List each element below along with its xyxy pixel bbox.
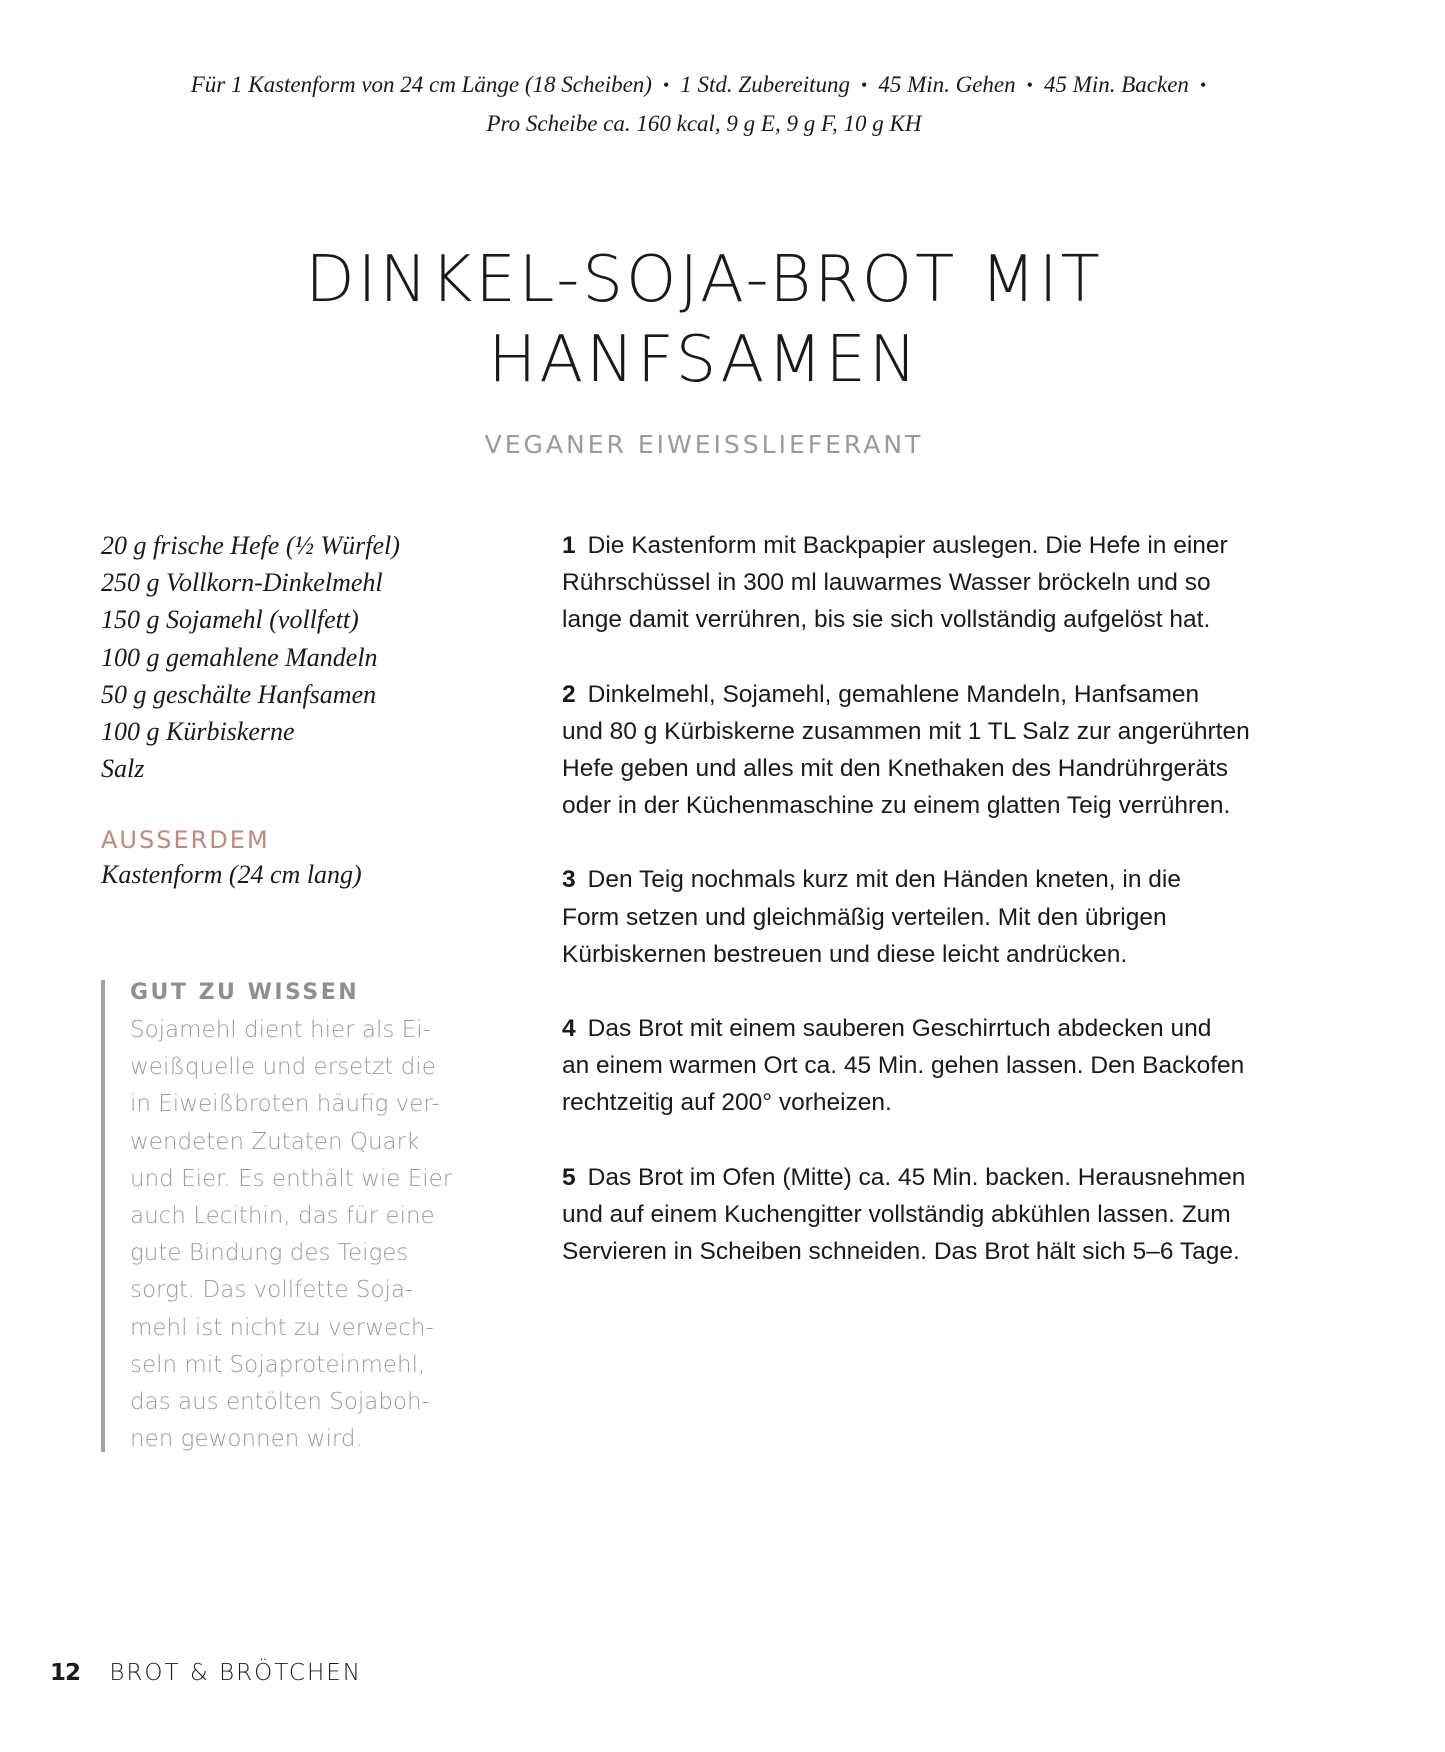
ingredient-item: 250 g Vollkorn-Dinkelmehl <box>101 568 383 598</box>
recipe-title-line-1: DINKEL-SOJA-BROT MIT <box>305 243 1103 317</box>
bullet-separator: • <box>1026 75 1033 95</box>
tip-line: seln mit Sojaproteinmehl, <box>130 1351 426 1378</box>
step-5 <box>562 1159 1322 1271</box>
recipe-meta <box>0 66 1408 142</box>
yield-info: Für 1 Kastenform von 24 cm Länge (18 Scheiben) <box>190 72 652 97</box>
step-line: Servieren in Scheiben schneiden. Das Brot hält sich 5–6 Tage. <box>562 1238 1240 1266</box>
tip-line: nen gewonnen wird. <box>130 1426 363 1453</box>
extras-item: Kastenform (24 cm lang) <box>101 860 362 889</box>
tip-line: auch Lecithin, das für eine <box>130 1203 435 1230</box>
bake-time: 45 Min. Backen <box>1043 72 1189 97</box>
ingredient-item: 100 g gemahlene Mandeln <box>101 642 378 672</box>
tip-line: in Eiweißbroten häufig ver- <box>130 1091 440 1118</box>
tip-box <box>101 980 465 1452</box>
step-line: lange damit verrühren, bis sie sich vollständig aufgelöst hat. <box>562 606 1211 634</box>
recipe-subtitle: VEGANER EIWEISSLIEFERANT <box>484 430 924 459</box>
tip-line: das aus entölten Sojaboh- <box>130 1389 430 1416</box>
bullet-separator: • <box>861 75 868 95</box>
recipe-title <box>0 240 1408 400</box>
bullet-separator: • <box>662 75 670 95</box>
step-line: an einem warmen Ort ca. 45 Min. gehen lassen. Den Backofen <box>562 1052 1245 1080</box>
ingredient-list <box>101 527 501 787</box>
extras-heading: AUSSERDEM <box>101 826 270 854</box>
step-number: 4 <box>562 1015 576 1043</box>
chapter-title: BROT & BRÖTCHEN <box>109 1660 363 1686</box>
tip-body <box>130 1012 470 1458</box>
nutrition-info: Pro Scheibe ca. 160 kcal, 9 g E, 9 g F, 10 g KH <box>486 111 922 136</box>
step-line: und auf einem Kuchengitter vollständig abkühlen lassen. Zum <box>562 1200 1231 1228</box>
step-line: Das Brot mit einem sauberen Geschirrtuch abdecken und <box>587 1015 1212 1043</box>
step-1 <box>562 527 1322 639</box>
instruction-steps <box>562 527 1322 1307</box>
rise-time: 45 Min. Gehen <box>878 72 1016 97</box>
step-number: 1 <box>562 532 576 559</box>
recipe-meta-line-1 <box>0 66 1408 105</box>
ingredient-item: 50 g geschälte Hanfsamen <box>101 679 377 709</box>
step-line: Rührschüssel in 300 ml lauwarmes Wasser bröckeln und so <box>562 569 1211 597</box>
step-3 <box>562 861 1322 973</box>
prep-time: 1 Std. Zubereitung <box>680 72 850 97</box>
step-line: Die Kastenform mit Backpapier auslegen. Die Hefe in einer <box>587 532 1228 559</box>
tip-line: wendeten Zutaten Quark <box>130 1128 420 1155</box>
tip-heading: GUT ZU WISSEN <box>130 980 360 1005</box>
ingredient-item: 100 g Kürbiskerne <box>101 717 295 747</box>
page-number: 12 <box>50 1660 81 1686</box>
step-line: rechtzeitig auf 200° vorheizen. <box>562 1089 892 1117</box>
recipe-title-line-2: HANFSAMEN <box>488 323 920 397</box>
ingredient-item: 20 g frische Hefe (½ Würfel) <box>101 531 400 560</box>
tip-line: weißquelle und ersetzt die <box>130 1054 436 1081</box>
tip-line: gute Bindung des Teiges <box>130 1240 409 1267</box>
step-number: 3 <box>562 866 576 894</box>
step-2 <box>562 676 1322 825</box>
step-line: oder in der Küchenmaschine zu einem glatten Teig verrühren. <box>562 792 1231 820</box>
step-line: Das Brot im Ofen (Mitte) ca. 45 Min. backen. Herausnehmen <box>587 1163 1246 1191</box>
tip-line: mehl ist nicht zu verwech- <box>130 1314 434 1341</box>
tip-line: Sojamehl dient hier als Ei- <box>130 1017 431 1043</box>
step-line: Form setzen und gleichmäßig verteilen. Mit den übrigen <box>562 903 1167 931</box>
tip-line: und Eier. Es enthält wie Eier <box>130 1165 453 1192</box>
step-line: Kürbiskernen bestreuen und diese leicht andrücken. <box>562 940 1128 968</box>
step-line: Dinkelmehl, Sojamehl, gemahlene Mandeln, Hanfsamen <box>587 680 1200 708</box>
step-line: und 80 g Kürbiskerne zusammen mit 1 TL Salz zur angerührten <box>562 717 1250 745</box>
step-4 <box>562 1010 1322 1122</box>
step-line: Den Teig nochmals kurz mit den Händen kneten, in die <box>587 866 1181 894</box>
page-footer <box>50 1660 362 1686</box>
ingredient-item: 150 g Sojamehl (vollfett) <box>101 605 359 635</box>
tip-line: sorgt. Das vollfette Soja- <box>130 1277 414 1304</box>
bullet-separator: • <box>1199 75 1207 95</box>
step-number: 5 <box>562 1163 576 1191</box>
step-number: 2 <box>562 680 576 708</box>
ingredient-item: Salz <box>101 754 145 784</box>
step-line: Hefe geben und alles mit den Knethaken des Handrührgeräts <box>562 755 1229 783</box>
